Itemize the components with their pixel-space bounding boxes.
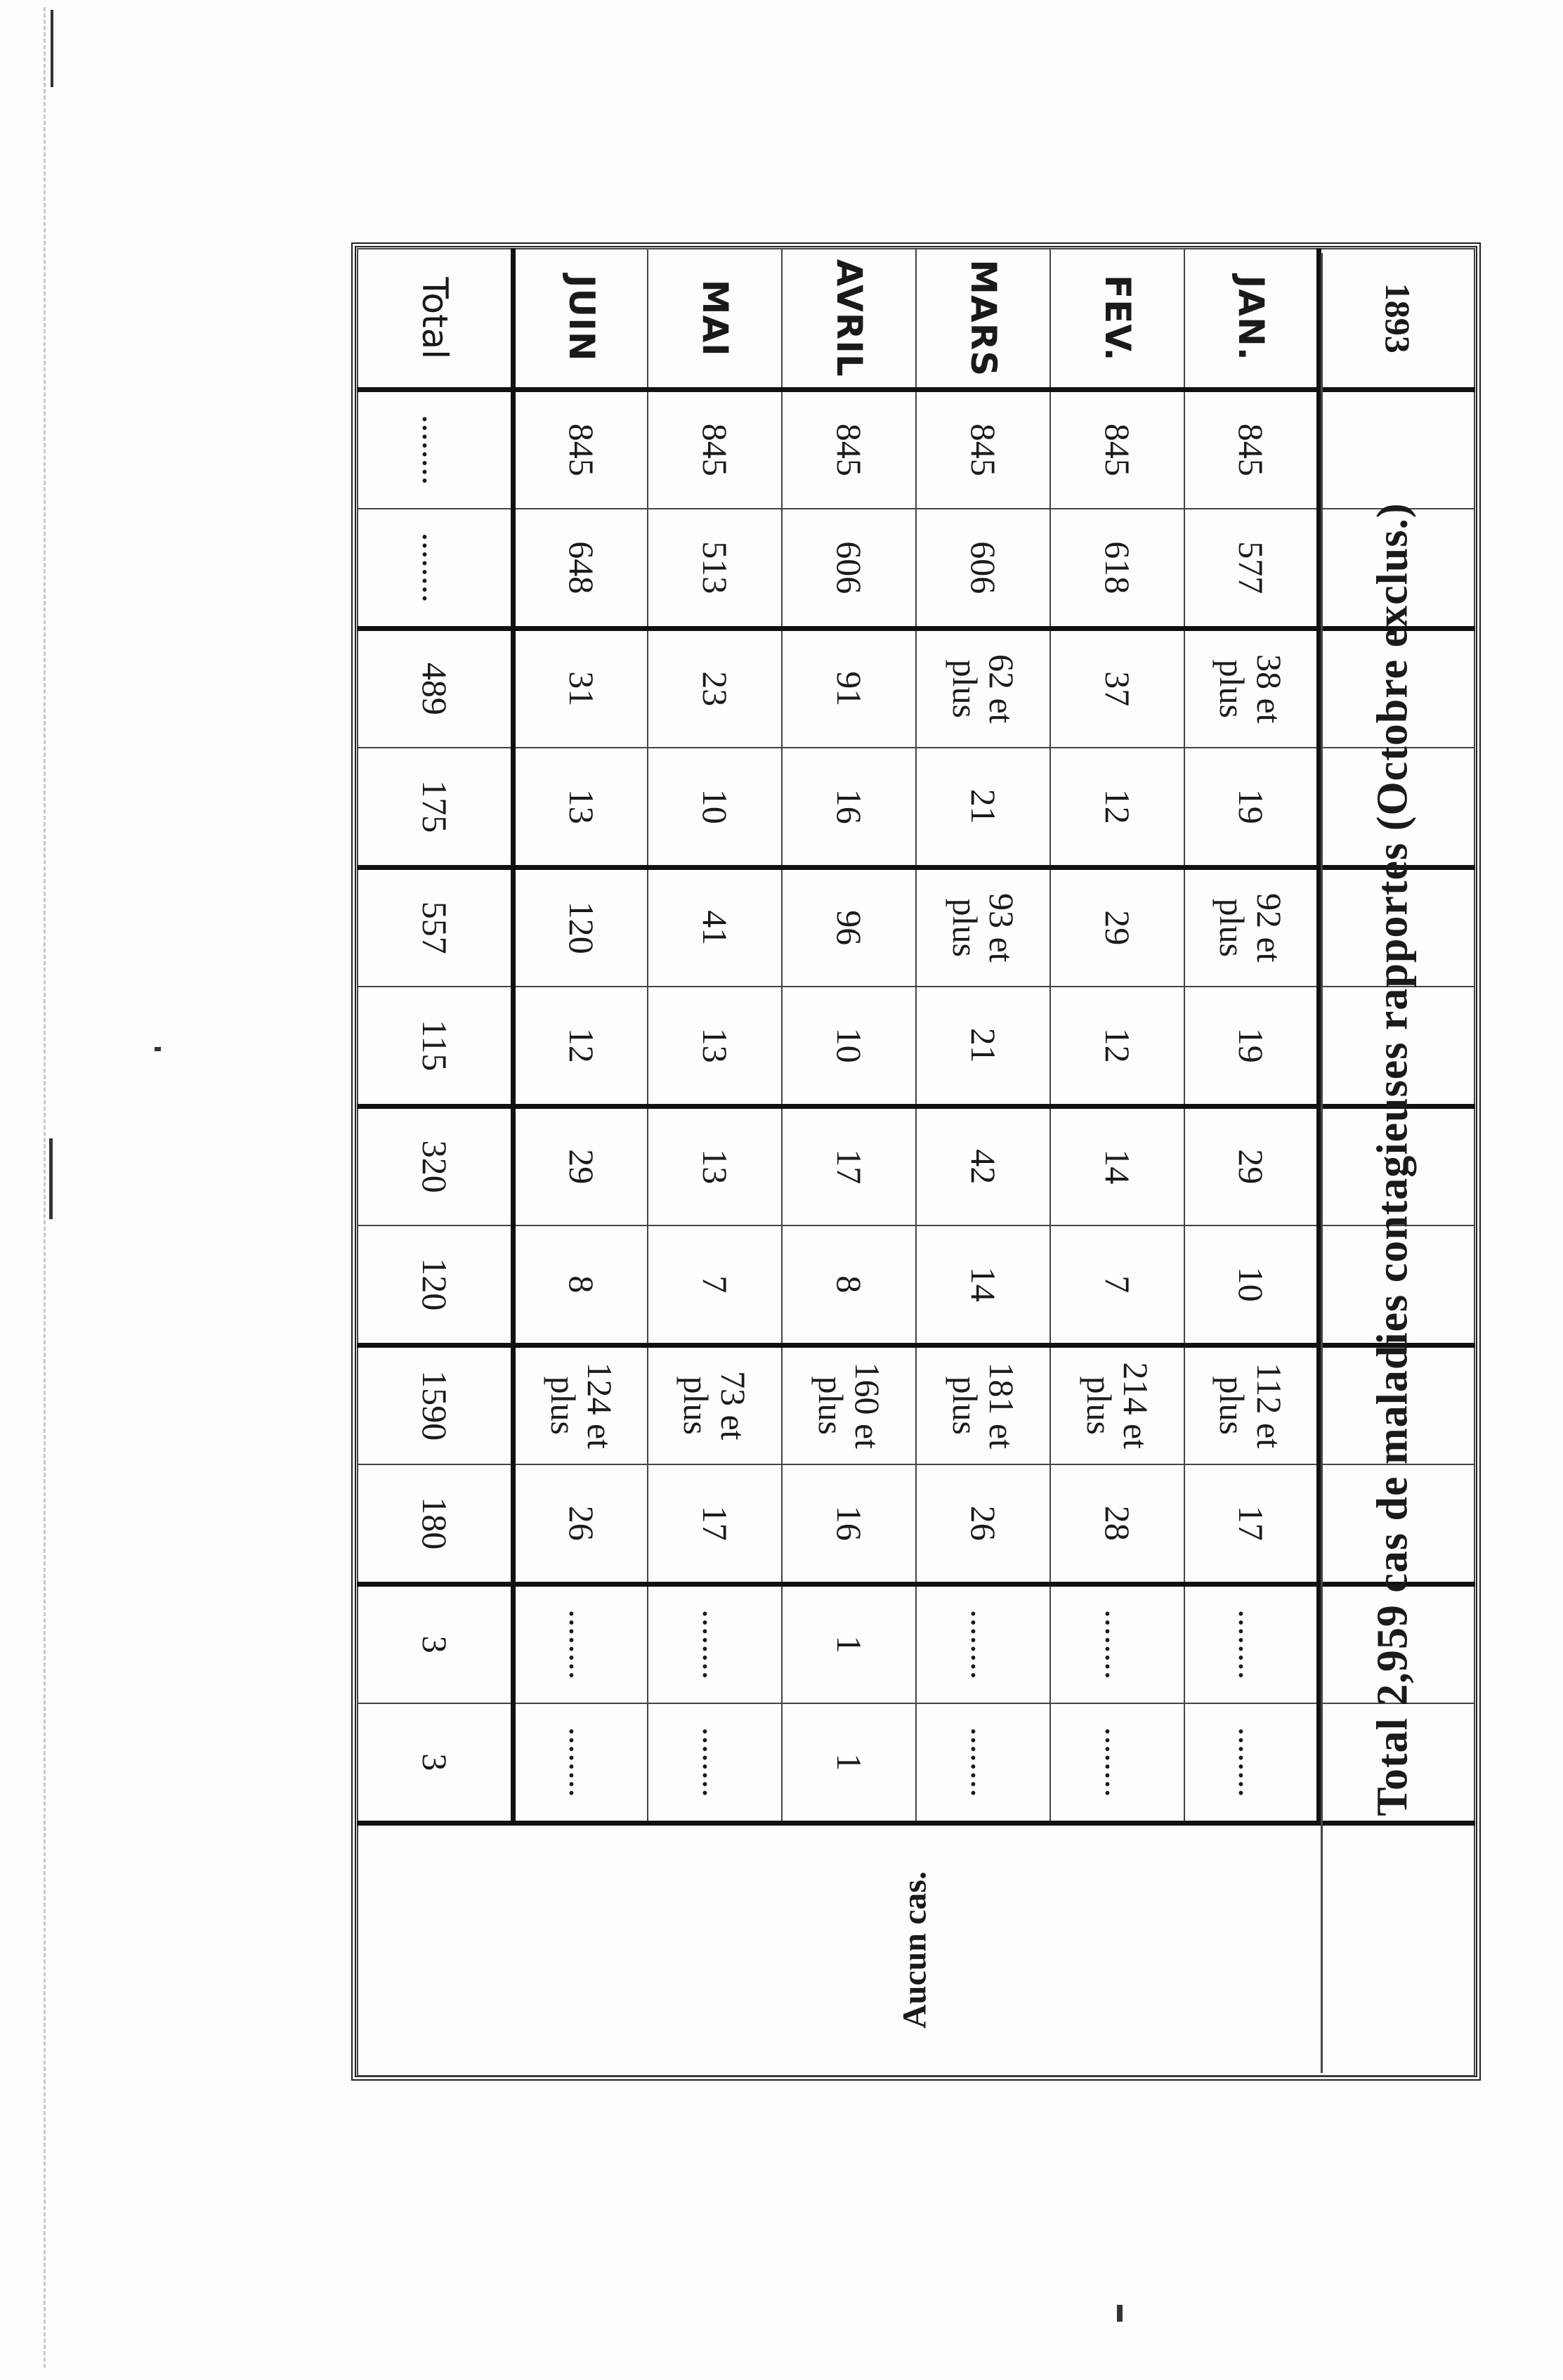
value-text: 38 et plus [1212,653,1289,724]
value-cell [1050,867,1184,987]
value-text: 41 [695,910,735,946]
value-text: 845 [829,423,869,476]
scan-mark [155,1047,161,1051]
value-cell [648,509,782,628]
table-footer [1321,253,1463,2073]
value-text: 8 [829,1275,869,1294]
total-value: 120 [414,1258,454,1311]
year-heading: 1893 [1319,249,1474,389]
value-text: 13 [695,1149,735,1185]
total-value: 557 [414,901,454,954]
value-text: 124 et plus [543,1362,620,1450]
value-text: ........ [1097,1727,1137,1797]
value-text: 16 [829,1505,869,1541]
footer-total-text: Total 2,959 cas de maladies contagieuses rapportes (Octobre exclus.) [1368,502,1417,1816]
value-text: ........ [1231,1609,1271,1680]
month-label [514,249,648,389]
value-text: 96 [829,910,869,946]
total-cell [358,1225,514,1345]
value-cell [782,867,916,987]
value-text: 73 et plus [676,1370,753,1441]
month-row [1050,249,1184,2076]
value-text: 577 [1231,541,1271,594]
value-cell [514,1464,648,1584]
value-text: 26 [963,1505,1003,1541]
scan-margin-line [44,7,46,2368]
value-cell [782,1106,916,1225]
value-text: 845 [1097,423,1137,476]
scan-mark [49,1138,53,1219]
value-cell [782,1464,916,1584]
month-row [782,249,916,2076]
value-cell [1050,1225,1184,1345]
value-cell [782,1703,916,1823]
value-cell [782,389,916,509]
value-cell [1184,1584,1319,1703]
value-cell [1184,1225,1319,1345]
value-text: 606 [829,541,869,594]
value-cell [782,1584,916,1703]
value-cell [1050,748,1184,867]
value-text: 17 [1231,1505,1271,1541]
value-cell [782,509,916,628]
value-text: ........ [1097,1609,1137,1680]
value-cell [648,748,782,867]
value-cell [514,1703,648,1823]
value-text: 12 [561,1027,601,1063]
month-row [514,249,648,2076]
value-text: 845 [695,423,735,476]
value-text: 21 [963,1027,1003,1063]
total-value: 175 [414,780,454,833]
value-text: 12 [1097,788,1137,824]
value-text: 17 [695,1505,735,1541]
value-text: ........ [963,1727,1003,1797]
total-label-text: Total [414,277,455,360]
value-cell [916,628,1050,748]
total-cell [358,748,514,867]
total-cell [358,389,514,509]
value-cell [1050,1345,1184,1464]
value-cell [514,1345,648,1464]
value-cell [782,987,916,1106]
value-text: 93 et plus [945,892,1022,963]
value-text: 92 et plus [1212,892,1289,963]
value-cell [916,389,1050,509]
total-value: 3 [414,1635,454,1653]
total-cell [358,1464,514,1584]
value-text: 214 et plus [1079,1362,1156,1450]
month-row [1184,249,1319,2076]
value-cell [648,867,782,987]
total-cell [358,867,514,987]
value-text: 29 [1097,910,1137,946]
value-cell [1184,1464,1319,1584]
value-cell [916,1345,1050,1464]
value-text: 845 [561,423,601,476]
value-text: 1 [829,1753,869,1771]
value-cell [514,1225,648,1345]
total-value: 489 [414,662,454,715]
value-text: 845 [1231,423,1271,476]
total-cell [358,1345,514,1464]
value-cell [1050,1584,1184,1703]
value-cell [1184,987,1319,1106]
value-text: 160 et plus [811,1362,888,1450]
total-cell [358,509,514,628]
value-cell [514,389,648,509]
total-value: 180 [414,1497,454,1550]
value-cell [1050,389,1184,509]
value-cell [514,748,648,867]
value-cell [916,1225,1050,1345]
total-value: 1590 [414,1370,454,1441]
value-cell [916,1703,1050,1823]
month-text: MARS [962,259,1004,377]
total-cell [358,1703,514,1823]
value-text: 37 [1097,671,1137,707]
value-text: 17 [829,1149,869,1185]
value-cell [1050,1703,1184,1823]
month-text: JAN. [1230,275,1271,361]
value-text: ........ [1231,1727,1271,1797]
value-cell [782,1345,916,1464]
value-cell [916,1584,1050,1703]
value-cell [1050,987,1184,1106]
value-cell [1184,389,1319,509]
total-value: ........ [414,532,454,603]
value-cell [1184,628,1319,748]
value-text: 31 [561,671,601,707]
value-cell [1050,628,1184,748]
month-label [782,249,916,389]
value-text: 28 [1097,1505,1137,1541]
value-text: 14 [1097,1149,1137,1185]
value-text: 7 [1097,1275,1137,1294]
value-cell [514,1106,648,1225]
value-text: 91 [829,671,869,707]
value-text: 21 [963,788,1003,824]
aucun-cas-cell [358,1823,1474,2076]
rotated-statistics-table [357,248,1475,2075]
total-value: 3 [414,1753,454,1771]
value-text: 1 [829,1635,869,1653]
value-cell [648,1703,782,1823]
value-cell [514,509,648,628]
value-text: 181 et plus [945,1362,1022,1450]
value-text: 845 [963,423,1003,476]
value-cell [1050,1106,1184,1225]
value-cell [1184,1106,1319,1225]
value-text: ........ [963,1609,1003,1680]
value-cell [1184,867,1319,987]
value-cell [514,1584,648,1703]
value-cell [782,1225,916,1345]
value-text: 42 [963,1149,1003,1185]
month-label [648,249,782,389]
value-text: 618 [1097,541,1137,594]
value-text: ........ [695,1609,735,1680]
value-cell [648,628,782,748]
value-cell [1050,509,1184,628]
value-cell [648,1225,782,1345]
value-cell [648,1464,782,1584]
value-text: 112 et plus [1212,1363,1289,1449]
total-cell [358,1584,514,1703]
value-cell [648,389,782,509]
value-text: ........ [561,1727,601,1797]
value-cell [916,1106,1050,1225]
value-cell [514,628,648,748]
value-text: 62 et plus [945,653,1022,724]
aucun-cas-label: Aucun cas. [896,1871,934,2029]
value-cell [1184,509,1319,628]
value-cell [916,748,1050,867]
month-text: AVRIL [828,259,870,377]
totals-row [358,249,514,2076]
value-text: 7 [695,1275,735,1294]
total-cell [358,1106,514,1225]
scan-mark [51,10,53,87]
value-cell [514,987,648,1106]
total-cell [358,628,514,748]
value-cell [1184,1703,1319,1823]
value-cell [916,1464,1050,1584]
value-text: 120 [561,901,601,954]
value-text: 648 [561,541,601,594]
disease-table [357,248,1475,2076]
total-value: 320 [414,1140,454,1193]
value-text: 8 [561,1275,601,1294]
value-cell [1184,748,1319,867]
value-text: 19 [1231,1027,1271,1063]
value-cell [648,1345,782,1464]
month-row [648,249,782,2076]
month-label [1050,249,1184,389]
value-cell [782,748,916,867]
value-text: 29 [561,1149,601,1185]
value-text: 12 [1097,1027,1137,1063]
value-text: 16 [829,788,869,824]
value-text: 513 [695,541,735,594]
month-label [1184,249,1319,389]
value-text: 14 [963,1266,1003,1302]
value-text: 23 [695,671,735,707]
month-text: MAI [694,279,735,357]
value-cell [648,987,782,1106]
value-cell [514,867,648,987]
value-text: 13 [561,788,601,824]
month-label [916,249,1050,389]
value-text: 29 [1231,1149,1271,1185]
month-row [916,249,1050,2076]
value-cell [648,1584,782,1703]
value-text: 10 [829,1027,869,1063]
value-text: 13 [695,1027,735,1063]
value-cell [916,509,1050,628]
total-value: ........ [414,415,454,486]
total-cell [358,987,514,1106]
value-cell [916,987,1050,1106]
value-text: 19 [1231,788,1271,824]
value-cell [1184,1345,1319,1464]
value-cell [1050,1464,1184,1584]
value-text: 10 [1231,1266,1271,1302]
value-cell [782,628,916,748]
value-text: 26 [561,1505,601,1541]
value-text: 10 [695,788,735,824]
total-value: 115 [414,1020,454,1072]
value-text: ........ [695,1727,735,1797]
value-text: ........ [561,1609,601,1680]
scan-mark [1117,2305,1123,2322]
value-cell [916,867,1050,987]
month-text: FEV. [1097,274,1138,362]
value-cell [648,1106,782,1225]
value-text: 606 [963,541,1003,594]
total-label [358,249,514,389]
month-text: JUIN [561,274,602,362]
